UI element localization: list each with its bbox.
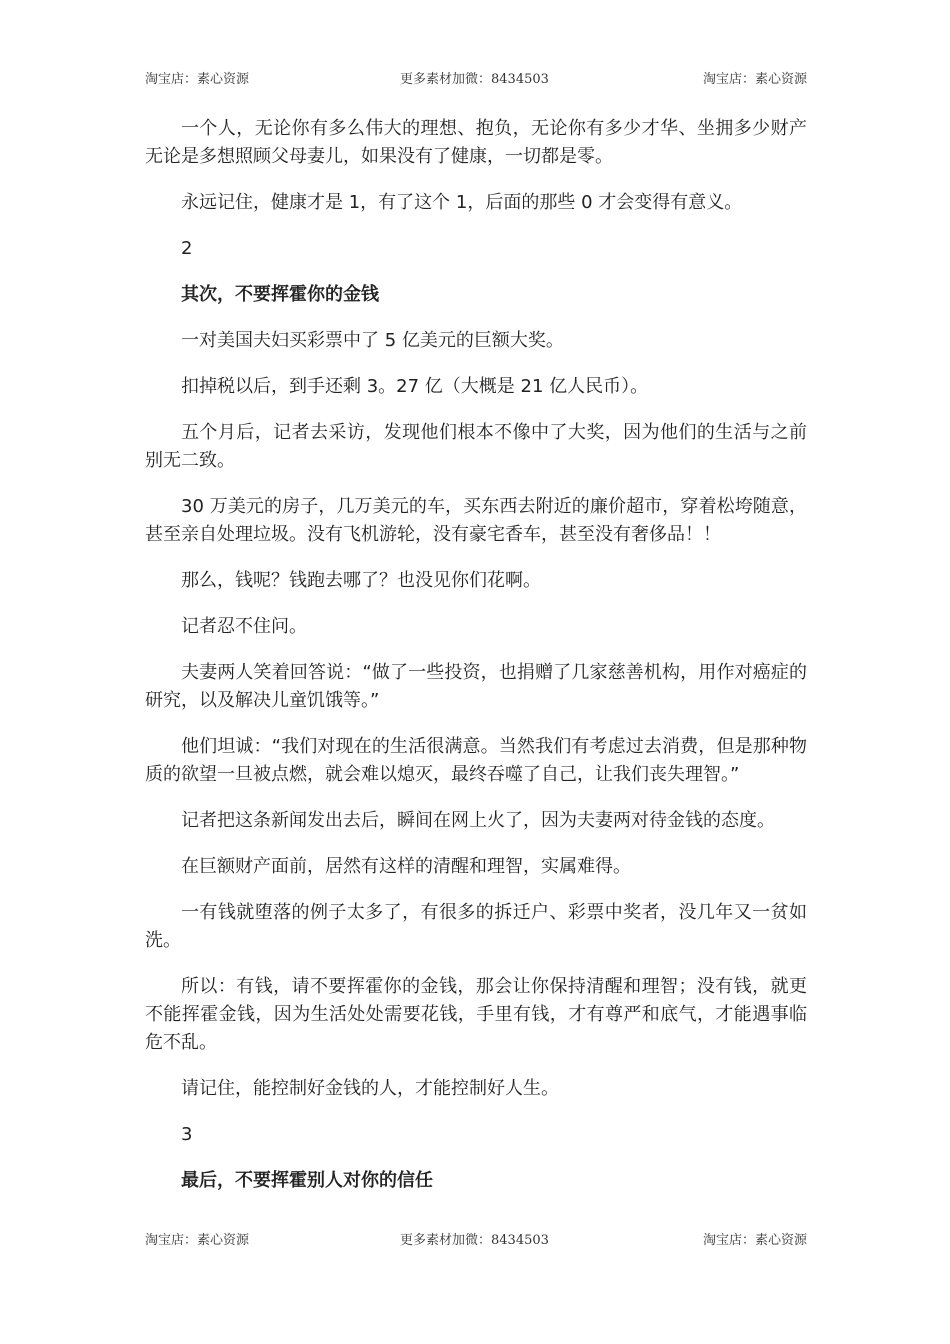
paragraph: 一对美国夫妇买彩票中了 5 亿美元的巨额大奖。 [181,330,564,351]
paragraph: 扣掉税以后，到手还剩 3。27 亿（大概是 21 亿人民币）。 [181,376,649,397]
footer-right-text: 淘宝店：素心资源 [702,1233,807,1248]
paragraph: 五个月后，记者去采访，发现他们根本不像中了大奖，因为他们的生活与之前别无二致。 [145,422,807,471]
page-footer [145,1229,807,1249]
paragraph: 一有钱就堕落的例子太多了，有很多的拆迁户、彩票中奖者，没几年又一贫如洗。 [145,902,807,951]
section-heading: 最后，不要挥霍别人对你的信任 [181,1170,433,1191]
section-number: 2 [181,238,193,259]
paragraph: 夫妻两人笑着回答说：“做了一些投资，也捐赠了几家慈善机构，用作对癌症的研究，以及解决儿童饥饿等。” [145,662,807,711]
paragraph: 记者忍不住问。 [181,616,307,637]
paragraph: 他们坦诚：“我们对现在的生活很满意。当然我们有考虑过去消费，但是那种物质的欲望一旦被点燃，就会难以熄灭，最终吞噬了自己，让我们丧失理智。” [145,736,807,785]
footer-center-text: 更多素材加微：8434503 [400,1233,549,1248]
document-body [145,115,807,1195]
section-number: 3 [181,1124,193,1145]
paragraph: 那么，钱呢？钱跑去哪了？也没见你们花啊。 [181,570,541,591]
header-center-text: 更多素材加微：8434503 [400,72,549,87]
header-left-text: 淘宝店：素心资源 [145,72,250,87]
paragraph: 在巨额财产面前，居然有这样的清醒和理智，实属难得。 [181,856,631,877]
paragraph: 30 万美元的房子，几万美元的车，买东西去附近的廉价超市，穿着松垮随意，甚至亲自处理垃圾。没有飞机游轮，没有豪宅香车，甚至没有奢侈品！！ [145,496,807,545]
paragraph: 请记住，能控制好金钱的人，才能控制好人生。 [181,1078,559,1099]
page-header [145,68,807,88]
header-right-text: 淘宝店：素心资源 [702,72,807,87]
section-heading: 其次，不要挥霍你的金钱 [181,284,379,305]
footer-left-text: 淘宝店：素心资源 [145,1233,250,1248]
paragraph: 记者把这条新闻发出去后，瞬间在网上火了，因为夫妻两对待金钱的态度。 [181,810,775,831]
paragraph: 一个人，无论你有多么伟大的理想、抱负，无论你有多少才华、坐拥多少财产无论是多想照顾父母妻儿，如果没有了健康，一切都是零。 [145,118,807,167]
paragraph: 永远记住，健康才是 1，有了这个 1，后面的那些 0 才会变得有意义。 [181,192,743,213]
paragraph: 所以：有钱，请不要挥霍你的金钱，那会让你保持清醒和理智；没有钱，就更不能挥霍金钱，因为生活处处需要花钱，手里有钱，才有尊严和底气，才能遇事临危不乱。 [145,976,807,1053]
